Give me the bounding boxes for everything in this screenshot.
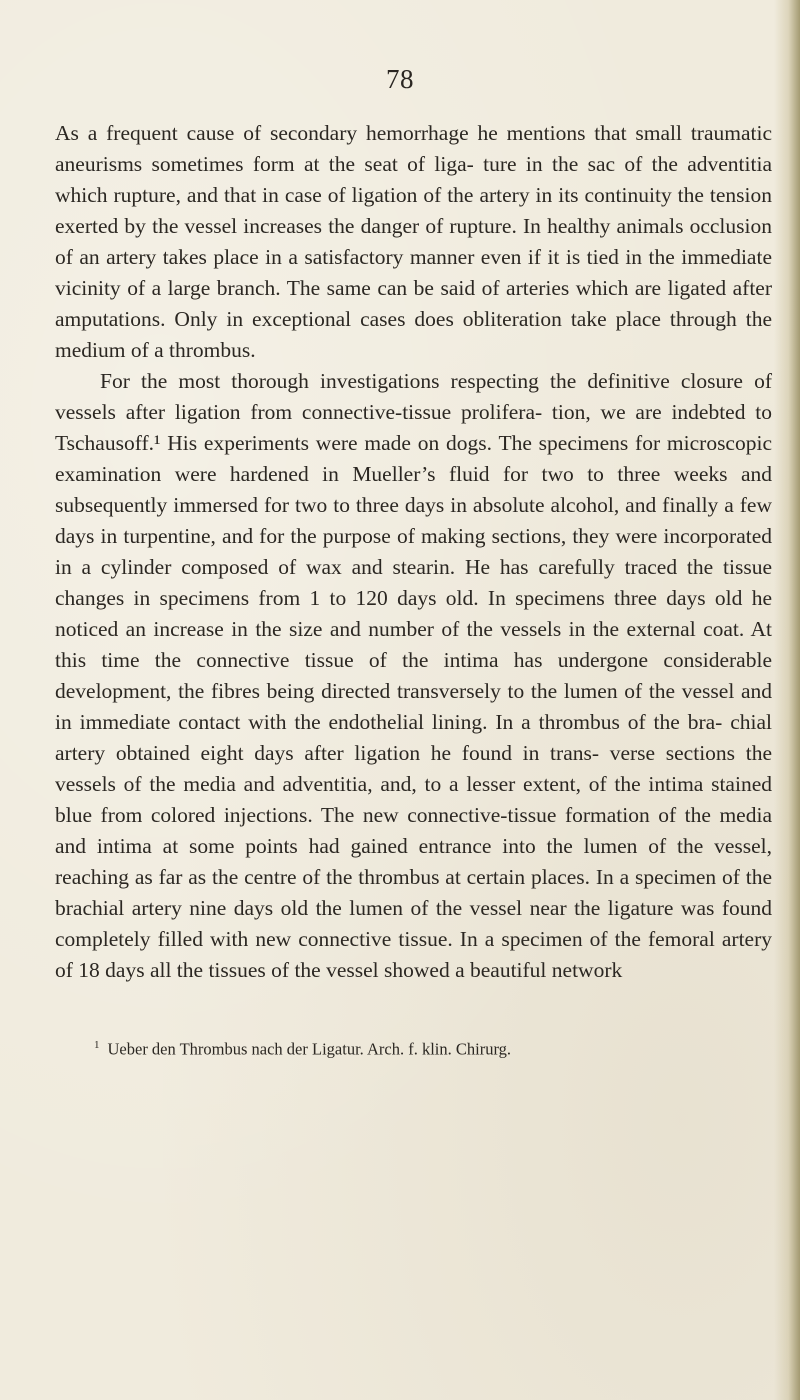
footnote [94, 1034, 774, 1061]
page-edge-shadow [774, 0, 800, 1400]
body-text [55, 118, 772, 986]
paragraph-1: As a frequent cause of secondary hemorrhage he mentions that small traumatic aneurisms sometimes form at the seat of liga- ture in the sac of the adventitia which rupture, and that in case of ligation of the artery in its continuity the tension exerted by the vessel increases the danger of rupture. In healthy animals occlusion of an artery takes place in a satisfactory manner even if it is tied in the immediate vicinity of a large branch. The same can be said of arteries which are ligated after amputations. Only in exceptional cases does obliteration take place through the medium of a thrombus. [55, 121, 772, 362]
paragraph-2: For the most thorough investigations respecting the definitive closure of vessels after ligation from connective-tissue prolifera- tion, we are indebted to Tschausoff.¹ His experiments were made on dogs. The specimens for microscopic examination were hardened in Mueller’s fluid for two to three weeks and subsequently immersed for two to three days in absolute alcohol, and finally a few days in turpentine, and for the purpose of making sections, they were incorporated in a cylinder composed of wax and stearin. He has carefully traced the tissue changes in specimens from 1 to 120 days old. In specimens three days old he noticed an increase in the size and number of the vessels in the external coat. At this time the connective tissue of the intima has undergone considerable development, the fibres being directed transversely to the lumen of the vessel and in immediate contact with the endothelial lining. In a thrombus of the bra- chial artery obtained eight days after ligation he found in trans- verse sections the vessels of the media and adventitia, and, to a lesser extent, of the intima stained blue from colored injections. The new connective-tissue formation of the media and intima at some points had gained entrance into the lumen of the vessel, reaching as far as the centre of the thrombus at certain places. In a specimen of the brachial artery nine days old the lumen of the vessel near the ligature was found completely filled with new connective tissue. In a specimen of the femoral artery of 18 days all the tissues of the vessel showed a beautiful network [55, 369, 772, 982]
footnote-text: Ueber den Thrombus nach der Ligatur. Arch. f. klin. Chirurg. [107, 1039, 512, 1059]
page-number: 78 [386, 64, 414, 94]
footnote-mark: 1 [94, 1039, 100, 1051]
